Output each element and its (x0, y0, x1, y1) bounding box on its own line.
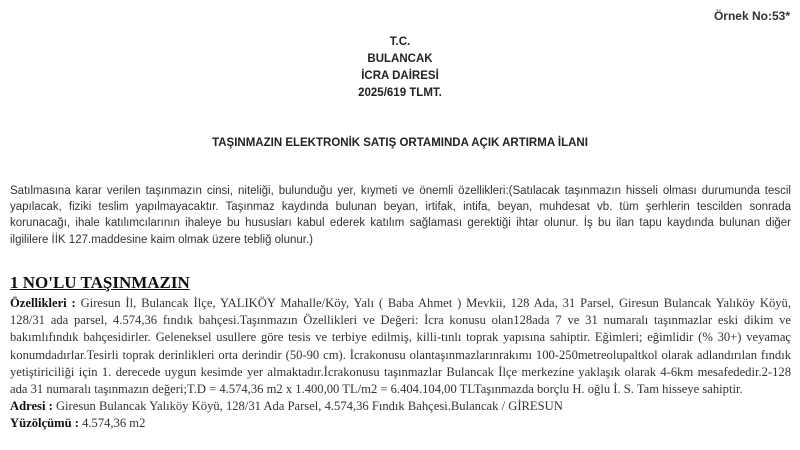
header-office: İCRA DAİRESİ (361, 70, 439, 82)
header-file-number: 2025/619 TLMT. (358, 87, 442, 99)
intro-paragraph: Satılmasına karar verilen taşınmazın cinsi, niteliği, bulunduğu yer, kıymeti ve önemli özellikleri:(Satılacak taşınmazın hisseli olması durumunda tescil yapılacak, fiziki teslim yapılmayacaktır. Taşınmaz kaydında bulunan beyan, irtifak, intifa, beyan, muhdesat vb. tüm şerhlerin tescilden sonrada korunacağı, ihale katılımcılarının ihaleye bu hususları kabul ederek katılım sağlaması gerektiği ihtar olunur. İş bu ilan tapu kaydında bulunan diğer ilgililere İİK 127.maddesine kaim olmak üzere tebliğ olunur.) (10, 185, 791, 246)
header-city: BULANCAK (367, 53, 433, 65)
address-label: Adresi : (10, 399, 53, 414)
property-address (10, 398, 791, 415)
document-header (0, 34, 800, 102)
property-details (10, 295, 791, 433)
area-text: 4.574,36 m2 (82, 416, 146, 431)
address-text: Giresun Bulancak Yalıköy Köyü, 128/31 Ada Parsel, 4.574,36 Fındık Bahçesi.Bulancak / GİRESUN (55, 399, 563, 414)
sample-number: Örnek No:53* (713, 9, 790, 23)
property-heading: 1 NO'LU TAŞINMAZIN (10, 273, 190, 292)
features-text: Giresun İl, Bulancak İlçe, YALIKÖY Mahalle/Köy, Yalı ( Baba Ahmet ) Mevkii, 128 Ada, 31 Parsel, Giresun Bulancak Yalıköy Köyü, 128/31 ada parsel, 4.574,36 fındık bahçesi.Taşınmazın Özellikleri ve Değeri: İcra konusu olan128ada 7 ve 31 numaralı taşınmazlar eski dikim ve bakımlıfındık bahçesidirler. Geleneksel usullere göre tesis ve terbiye edilmiş, killi-tınlı toprak yapısına sahiptir. Eğimleri; eğimlidir (% 30+) veyamaç konumdadırlar.Tesirli toprak derinlikleri orta derindir (50-90 cm). İcrakonusu olantaşınmazlarınrakımı 100-250metreolupaltkol olarak adlandırılan fındık yetiştiriciliği için 1. derecede uygun kesimde yer almaktadır.İcrakonusu taşınmazlar Bulancak İlçe merkezine yaklaşık olarak 4-6km mesafededir.2-128 ada 31 numaralı taşınmazın değeri;T.D = 4.574,36 m2 x 1.400,00 TL/m2 = 6.404.104,00 TLTaşınmazda borçlu H. oğlu İ. S. Tam hisseye sahiptir. (10, 296, 791, 397)
property-features (10, 295, 791, 398)
features-label: Özellikleri : (10, 296, 76, 310)
property-area (10, 415, 791, 432)
notice-title: TAŞINMAZIN ELEKTRONİK SATIŞ ORTAMINDA AÇIK ARTIRMA İLANI (212, 137, 588, 149)
header-tc: T.C. (389, 36, 411, 48)
area-label: Yüzölçümü : (10, 416, 79, 431)
